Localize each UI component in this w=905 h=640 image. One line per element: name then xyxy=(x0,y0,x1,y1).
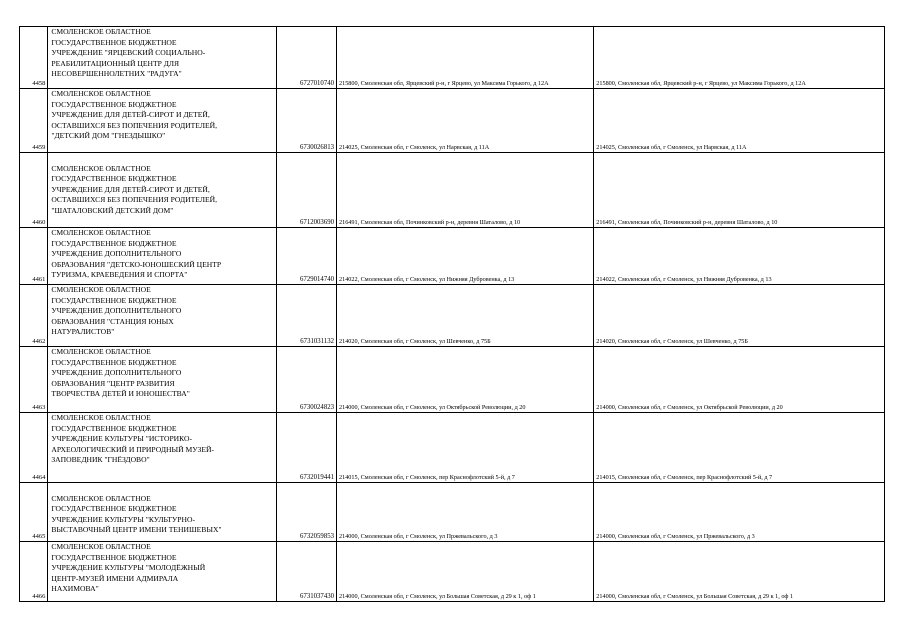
legal-address: 214020, Смоленская обл, г Смоленск, ул Шевченко, д 75Б xyxy=(337,285,594,347)
organization-name: СМОЛЕНСКОЕ ОБЛАСТНОЕ ГОСУДАРСТВЕННОЕ БЮДЖЕТНОЕ УЧРЕЖДЕНИЕ КУЛЬТУРЫ "МОЛОДЁЖНЫЙ ЦЕНТР-МУЗЕЙ ИМЕНИ АДМИРАЛА НАХИМОВА" xyxy=(48,542,277,602)
row-number: 4464 xyxy=(20,413,48,483)
table-body xyxy=(20,27,885,602)
legal-address: 214000, Смоленская обл, г Смоленск, ул Пржевальского, д 3 xyxy=(337,483,594,542)
table-row xyxy=(20,153,885,228)
table-row xyxy=(20,89,885,153)
legal-address: 214000, Смоленская обл, г Смоленск, ул Октябрьской Революции, д 20 xyxy=(337,347,594,413)
table-row xyxy=(20,542,885,602)
organization-name: СМОЛЕНСКОЕ ОБЛАСТНОЕ ГОСУДАРСТВЕННОЕ БЮДЖЕТНОЕ УЧРЕЖДЕНИЕ КУЛЬТУРЫ "КУЛЬТУРНО- ВЫСТАВОЧНЫЙ ЦЕНТР ИМЕНИ ТЕНИШЕВЫХ" xyxy=(48,483,277,542)
organization-name: СМОЛЕНСКОЕ ОБЛАСТНОЕ ГОСУДАРСТВЕННОЕ БЮДЖЕТНОЕ УЧРЕЖДЕНИЕ ДЛЯ ДЕТЕЙ-СИРОТ И ДЕТЕЙ, ОСТАВШИХСЯ БЕЗ ПОПЕЧЕНИЯ РОДИТЕЛЕЙ, "ШАТАЛОВСКИЙ ДЕТСКИЙ ДОМ" xyxy=(48,153,277,228)
organization-name: СМОЛЕНСКОЕ ОБЛАСТНОЕ ГОСУДАРСТВЕННОЕ БЮДЖЕТНОЕ УЧРЕЖДЕНИЕ КУЛЬТУРЫ "ИСТОРИКО- АРХЕОЛОГИЧЕСКИЙ И ПРИРОДНЫЙ МУЗЕЙ- ЗАПОВЕДНИК "ГНЁЗДОВО" xyxy=(48,413,277,483)
legal-address: 216491, Смоленская обл, Починковский р-н, деревня Шаталово, д 10 xyxy=(337,153,594,228)
row-number: 4462 xyxy=(20,285,48,347)
legal-address: 214015, Смоленская обл, г Смоленск, пер Краснофлотский 5-й, д 7 xyxy=(337,413,594,483)
organization-name: СМОЛЕНСКОЕ ОБЛАСТНОЕ ГОСУДАРСТВЕННОЕ БЮДЖЕТНОЕ УЧРЕЖДЕНИЕ ДОПОЛНИТЕЛЬНОГО ОБРАЗОВАНИЯ "ЦЕНТР РАЗВИТИЯ ТВОРЧЕСТВА ДЕТЕЙ И ЮНОШЕСТВА" xyxy=(48,347,277,413)
inn-cell: 6732059853 xyxy=(277,483,337,542)
table-row xyxy=(20,347,885,413)
inn-cell: 6730026813 xyxy=(277,89,337,153)
organization-name: СМОЛЕНСКОЕ ОБЛАСТНОЕ ГОСУДАРСТВЕННОЕ БЮДЖЕТНОЕ УЧРЕЖДЕНИЕ ДОПОЛНИТЕЛЬНОГО ОБРАЗОВАНИЯ "ДЕТСКО-ЮНОШЕСКИЙ ЦЕНТР ТУРИЗМА, КРАЕВЕДЕНИЯ И СПОРТА" xyxy=(48,228,277,285)
actual-address: 214025, Смоленская обл, г Смоленск, ул Нарвская, д 11А xyxy=(594,89,885,153)
actual-address: 216491, Смоленская обл, Починковский р-н, деревня Шаталово, д 10 xyxy=(594,153,885,228)
actual-address: 214000, Смоленская обл, г Смоленск, ул Пржевальского, д 3 xyxy=(594,483,885,542)
organization-name: СМОЛЕНСКОЕ ОБЛАСТНОЕ ГОСУДАРСТВЕННОЕ БЮДЖЕТНОЕ УЧРЕЖДЕНИЕ ДОПОЛНИТЕЛЬНОГО ОБРАЗОВАНИЯ "СТАНЦИЯ ЮНЫХ НАТУРАЛИСТОВ" xyxy=(48,285,277,347)
inn-cell: 6731037430 xyxy=(277,542,337,602)
actual-address: 215800, Смоленская обл, Ярцевский р-н, г Ярцево, ул Максима Горького, д 12А xyxy=(594,27,885,89)
legal-address: 214025, Смоленская обл, г Смоленск, ул Нарвская, д 11А xyxy=(337,89,594,153)
row-number: 4460 xyxy=(20,153,48,228)
row-number: 4461 xyxy=(20,228,48,285)
row-number: 4463 xyxy=(20,347,48,413)
inn-cell: 6732019441 xyxy=(277,413,337,483)
inn-cell: 6712003690 xyxy=(277,153,337,228)
actual-address: 214000, Смоленская обл, г Смоленск, ул Октябрьской Революции, д 20 xyxy=(594,347,885,413)
row-number: 4459 xyxy=(20,89,48,153)
table-row xyxy=(20,228,885,285)
table-row xyxy=(20,285,885,347)
inn-cell: 6730024823 xyxy=(277,347,337,413)
actual-address: 214020, Смоленская обл, г Смоленск, ул Шевченко, д 75Б xyxy=(594,285,885,347)
legal-address: 214000, Смоленская обл, г Смоленск, ул Большая Советская, д 29 к 1, оф 1 xyxy=(337,542,594,602)
row-number: 4465 xyxy=(20,483,48,542)
organization-name: СМОЛЕНСКОЕ ОБЛАСТНОЕ ГОСУДАРСТВЕННОЕ БЮДЖЕТНОЕ УЧРЕЖДЕНИЕ "ЯРЦЕВСКИЙ СОЦИАЛЬНО- РЕАБИЛИТАЦИОННЫЙ ЦЕНТР ДЛЯ НЕСОВЕРШЕННОЛЕТНИХ "РАДУГА" xyxy=(48,27,277,89)
actual-address: 214015, Смоленская обл, г Смоленск, пер Краснофлотский 5-й, д 7 xyxy=(594,413,885,483)
inn-cell: 6731031132 xyxy=(277,285,337,347)
table-row xyxy=(20,413,885,483)
organization-name: СМОЛЕНСКОЕ ОБЛАСТНОЕ ГОСУДАРСТВЕННОЕ БЮДЖЕТНОЕ УЧРЕЖДЕНИЕ ДЛЯ ДЕТЕЙ-СИРОТ И ДЕТЕЙ, ОСТАВШИХСЯ БЕЗ ПОПЕЧЕНИЯ РОДИТЕЛЕЙ, "ДЕТСКИЙ ДОМ "ГНЕЗДЫШКО" xyxy=(48,89,277,153)
inn-cell: 6727010740 xyxy=(277,27,337,89)
table-row xyxy=(20,483,885,542)
legal-address: 214022, Смоленская обл, г Смоленск, ул Нижняя Дубровенка, д 13 xyxy=(337,228,594,285)
table-row xyxy=(20,27,885,89)
row-number: 4458 xyxy=(20,27,48,89)
organizations-table xyxy=(19,26,885,602)
row-number: 4466 xyxy=(20,542,48,602)
actual-address: 214022, Смоленская обл, г Смоленск, ул Нижняя Дубровенка, д 13 xyxy=(594,228,885,285)
actual-address: 214000, Смоленская обл, г Смоленск, ул Большая Советская, д 29 к 1, оф 1 xyxy=(594,542,885,602)
inn-cell: 6729014740 xyxy=(277,228,337,285)
legal-address: 215800, Смоленская обл, Ярцевский р-н, г Ярцево, ул Максима Горького, д 12А xyxy=(337,27,594,89)
